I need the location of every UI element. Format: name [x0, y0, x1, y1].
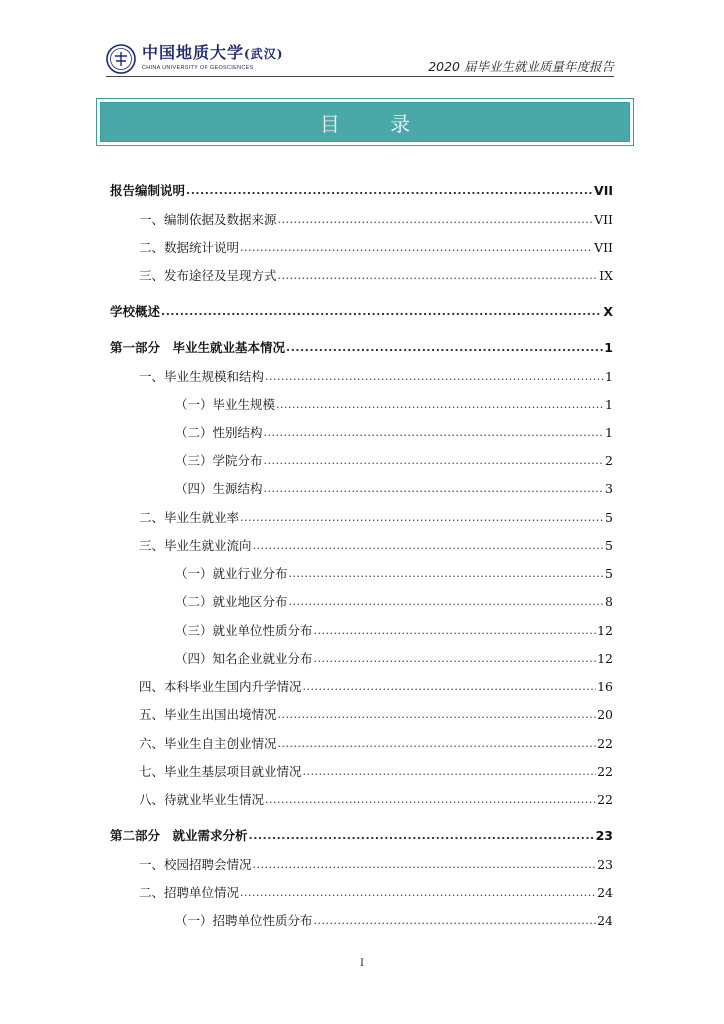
toc-leader-dots — [264, 451, 605, 471]
toc-entry[interactable] — [175, 564, 613, 584]
toc-entry-label: （四）生源结构 — [175, 481, 263, 496]
toc-entry-page: 12 — [597, 623, 613, 638]
toc-entry-label: 二、数据统计说明 — [139, 240, 240, 255]
toc-entry-page: 3 — [605, 481, 613, 496]
toc-entry[interactable] — [139, 762, 613, 782]
toc-entry-label: 七、毕业生基层项目就业情况 — [139, 764, 302, 779]
toc-entry[interactable] — [110, 826, 613, 846]
toc-entry[interactable] — [139, 536, 613, 556]
toc-entry[interactable] — [139, 238, 613, 258]
toc-entry[interactable] — [110, 181, 613, 201]
toc-leader-dots — [249, 826, 595, 846]
toc-entry-label: （三）就业单位性质分布 — [175, 623, 313, 638]
toc-entry-page: 2 — [605, 453, 613, 468]
toc-entry[interactable] — [139, 855, 613, 875]
toc-entry-label: （二）就业地区分布 — [175, 594, 288, 609]
toc-title: 目 录 — [319, 111, 433, 136]
toc-entry-label: 二、招聘单位情况 — [139, 885, 240, 900]
toc-entry-label: （三）学院分布 — [175, 453, 263, 468]
toc-leader-dots — [264, 423, 605, 443]
toc-entry-label: 一、毕业生规模和结构 — [139, 369, 265, 384]
header-divider — [106, 76, 614, 77]
toc-entry-label: （四）知名企业就业分布 — [175, 651, 313, 666]
toc-leader-dots — [289, 592, 605, 612]
toc-entry-page: 8 — [605, 594, 613, 609]
toc-entry-label: 报告编制说明 — [110, 183, 186, 198]
toc-leader-dots — [276, 395, 604, 415]
toc-leader-dots — [314, 621, 597, 641]
toc-entry-label: 五、毕业生出国出境情况 — [139, 707, 277, 722]
toc-entry-label: 一、校园招聘会情况 — [139, 857, 252, 872]
toc-entry[interactable] — [175, 649, 613, 669]
toc-entry-label: 二、毕业生就业率 — [139, 510, 240, 525]
toc-entry-page: 5 — [605, 510, 613, 525]
toc-entry[interactable] — [139, 790, 613, 810]
toc-leader-dots — [264, 479, 605, 499]
toc-leader-dots — [289, 564, 605, 584]
toc-entry[interactable] — [139, 677, 613, 697]
toc-entry[interactable] — [139, 266, 613, 286]
toc-entry-label: 八、待就业毕业生情况 — [139, 792, 265, 807]
toc-leader-dots — [253, 855, 597, 875]
toc-leader-dots — [314, 911, 597, 931]
toc-leader-dots — [278, 705, 597, 725]
toc-title-banner — [96, 98, 634, 146]
toc-entry-label: 学校概述 — [110, 304, 161, 319]
logo-name: 中国地质大学 — [142, 43, 245, 62]
toc-entry-page: 24 — [597, 913, 613, 928]
toc-entry[interactable] — [175, 479, 613, 499]
toc-leader-dots — [286, 338, 603, 358]
toc-leader-dots — [303, 762, 597, 782]
toc-entry-page: 5 — [605, 566, 613, 581]
toc-entry-label: 六、毕业生自主创业情况 — [139, 736, 277, 751]
toc-entry[interactable] — [139, 883, 613, 903]
toc-entry-page: 22 — [597, 764, 613, 779]
toc-leader-dots — [240, 238, 593, 258]
toc-entry[interactable] — [175, 621, 613, 641]
toc-leader-dots — [240, 883, 596, 903]
toc-entry-page: 20 — [597, 707, 613, 722]
toc-leader-dots — [265, 367, 604, 387]
toc-entry-page: 12 — [597, 651, 613, 666]
toc-entry[interactable] — [139, 705, 613, 725]
page-header — [0, 0, 724, 80]
toc-entry-page: IX — [599, 268, 613, 283]
toc-entry-page: 22 — [597, 792, 613, 807]
toc-leader-dots — [186, 181, 593, 201]
toc-entry-page: 1 — [605, 397, 613, 412]
toc-entry-label: （一）就业行业分布 — [175, 566, 288, 581]
toc-entry[interactable] — [175, 911, 613, 931]
toc-entry-page: 1 — [605, 369, 613, 384]
toc-entry-page: 16 — [597, 679, 613, 694]
toc-leader-dots — [278, 734, 597, 754]
toc-entry[interactable] — [139, 210, 613, 230]
toc-entry-page: 5 — [605, 538, 613, 553]
toc-entry[interactable] — [139, 367, 613, 387]
toc-entry[interactable] — [139, 508, 613, 528]
toc-leader-dots — [314, 649, 597, 669]
toc-entry[interactable] — [139, 734, 613, 754]
toc-entry-page: VII — [594, 183, 613, 198]
toc-entry-page: VII — [594, 240, 613, 255]
toc-entry-page: 22 — [597, 736, 613, 751]
toc-entry-label: 三、毕业生就业流向 — [139, 538, 252, 553]
toc-entry-label: 第二部分 就业需求分析 — [110, 828, 248, 843]
toc-entry-page: VII — [594, 212, 613, 227]
toc-entry-label: （一）毕业生规模 — [175, 397, 276, 412]
toc-entry-label: 四、本科毕业生国内升学情况 — [139, 679, 302, 694]
toc-entry[interactable] — [175, 423, 613, 443]
toc-entry[interactable] — [110, 338, 613, 358]
toc-leader-dots — [253, 536, 605, 556]
university-emblem-icon — [106, 44, 136, 74]
toc-leader-dots — [265, 790, 596, 810]
page-number: I — [360, 958, 364, 969]
logo-suffix: (武汉) — [244, 47, 284, 61]
report-title: 2020 届毕业生就业质量年度报告 — [428, 59, 614, 74]
toc-leader-dots — [278, 266, 599, 286]
logo-english-name: CHINA UNIVERSITY OF GEOSCIENCES — [142, 65, 254, 71]
toc-entry[interactable] — [175, 451, 613, 471]
toc-entry-page: 1 — [605, 425, 613, 440]
toc-leader-dots — [161, 302, 602, 322]
toc-entry-page: 1 — [604, 340, 613, 355]
toc-entry[interactable] — [175, 395, 613, 415]
toc-entry-page: 24 — [597, 885, 613, 900]
toc-entry-label: 三、发布途径及呈现方式 — [139, 268, 277, 283]
toc-entry-page: 23 — [595, 828, 613, 843]
toc-leader-dots — [240, 508, 604, 528]
toc-entry-label: 第一部分 毕业生就业基本情况 — [110, 340, 286, 355]
toc-entry-label: （一）招聘单位性质分布 — [175, 913, 313, 928]
toc-entry[interactable] — [175, 592, 613, 612]
toc-entry-page: X — [603, 304, 613, 319]
toc-entry[interactable] — [110, 302, 613, 322]
toc-leader-dots — [278, 210, 594, 230]
toc-entry-page: 23 — [597, 857, 613, 872]
toc-entry-label: 一、编制依据及数据来源 — [139, 212, 277, 227]
toc-leader-dots — [303, 677, 597, 697]
university-logo — [142, 44, 283, 71]
toc-entry-label: （二）性别结构 — [175, 425, 263, 440]
